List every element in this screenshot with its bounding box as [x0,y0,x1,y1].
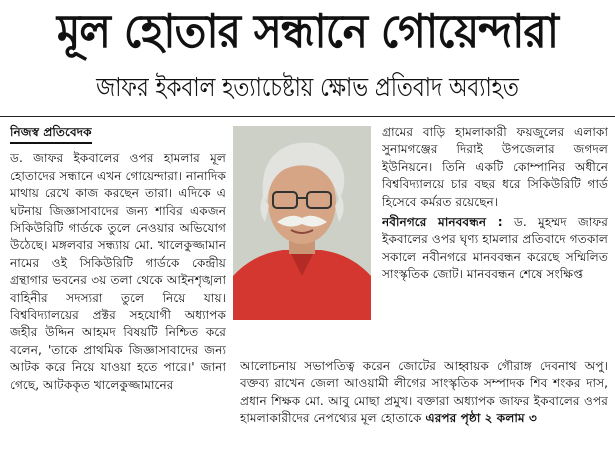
subheadline: জাফর ইকবাল হত্যাচেষ্টায় ক্ষোভ প্রতিবাদ অব্যাহত [96,73,519,103]
subsection-text: ড. মুহম্মদ জাফর ইকবালের ওপর ঘৃণ্য হামলার প্রতিবাদে গতকাল সকালে নবীনগরে মানববন্ধন করেছে সম্মিলিত সাংস্কৃতিক জোট। মানববন্ধন শেষে সংক্ষিপ্ত [382,215,608,282]
continuation-note: এরপর পৃষ্ঠা ২ কলাম ৩ [425,411,537,426]
headline: মূল হোতার সন্ধানে গোয়েন্দারা [56,4,559,58]
right-column-text: গ্রামের বাড়ি হামলাকারী ফয়জুলের এলাকা সুনামগঞ্জের দিরাই উপজেলার জগদল ইউনিয়নে। তিনি একটি কোম্পানির অধীনে বিশ্ববিদ্যালয়ে চার বছর ধরে সিকিউরিটি গার্ড হিসেবে কর্মরত রয়েছেন। [382,125,608,209]
left-column [10,124,226,454]
right-column [382,124,608,356]
portrait-illustration [233,126,371,320]
left-column-text: ড. জাফর ইকবালের ওপর হামলার মূল হোতাদের সন্ধানে এখন গোয়েন্দারা। নানাদিক মাথায় রেখে কাজ করছেন তারা। এদিকে এ ঘটনায় জিজ্ঞাসাবাদের জন্য শাবির একজন সিকিউরিটি গার্ডকে তুলে নেওয়ার অভিযোগ উঠেছে। মঙ্গলবার সন্ধ্যায় মো. খালেকুজ্জামান নামের ওই সিকিউরিটি গার্ডকে কেন্দ্রীয় গ্রন্থাগার ভবনের ৩য় তলা থেকে আইনশৃঙ্খলা বাহিনীর সদস্যরা তুলে নিয়ে যায়। বিশ্ববিদ্যালয়ের প্রক্টর সহযোগী অধ্যাপক জহীর উদ্দিন আহমদ বিষয়টি নিশ্চিত করে বলেন, 'তাকে প্রাথমিক জিজ্ঞাসাবাদের জন্য আটক করে নিয়ে যাওয়া হতে পারে।' জানা গেছে, আটককৃত খালেকুজ্জামানের [10,151,226,392]
bottom-text: আলোচনায় সভাপতিত্ব করেন জোটের আহ্বায়ক গৌরাঙ্গ দেবনাথ অপু। বক্তব্য রাখেন জেলা আওয়ামী লীগের সাংস্কৃতিক সম্পাদক শিব শংকর দাস, প্রধান শিক্ষক মো. আবু মোছা প্রমুখ। বক্তারা অধ্যাপক জাফর ইকবালের ওপর হামলাকারীদের নেপথ্যের মূল হোতাকে [240,359,608,426]
top-rule [0,116,615,117]
portrait-photo [233,126,371,320]
subsection-label: নবীনগরে মানববন্ধন : [382,215,503,230]
bottom-text-block [240,358,608,454]
byline: নিজস্ব প্রতিবেদক [10,124,92,144]
